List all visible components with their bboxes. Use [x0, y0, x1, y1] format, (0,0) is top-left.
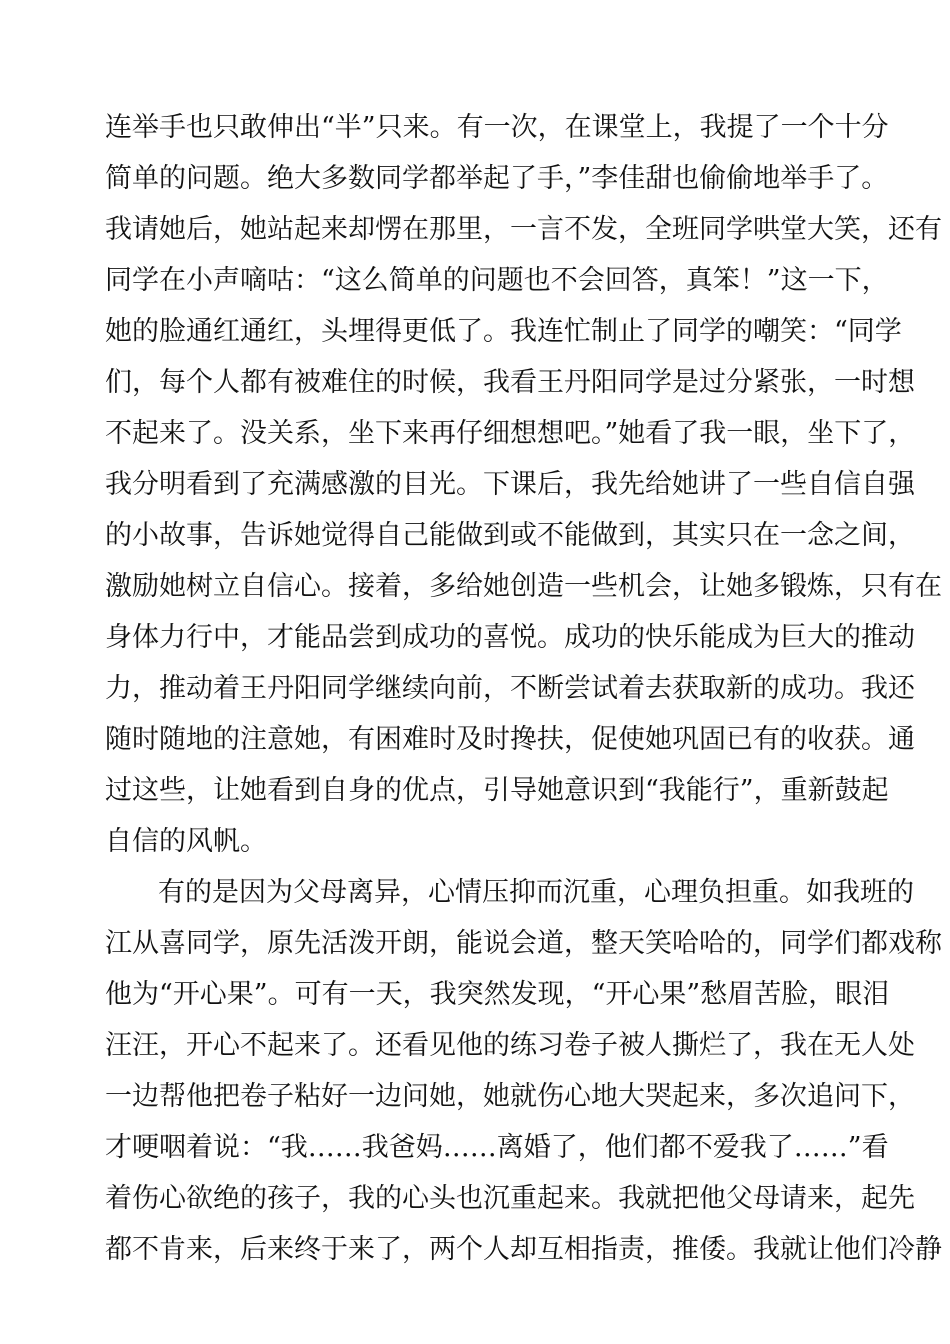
text-line: 她的脸通红通红，头埋得更低了。我连忙制止了同学的嘲笑：“同学	[105, 316, 902, 347]
text-line: 江从喜同学，原先活泼开朗，能说会道，整天笑哈哈的，同学们都戏称	[105, 928, 942, 959]
text-line: 才哽咽着说：“我……我爸妈……离婚了，他们都不爱我了……”看	[105, 1132, 889, 1163]
text-line: 都不肯来，后来终于来了，两个人却互相指责，推倭。我就让他们冷静	[105, 1234, 942, 1265]
text-line: 简单的问题。绝大多数同学都举起了手，”李佳甜也偷偷地举手了。	[105, 163, 889, 194]
text-line: 过这些，让她看到自身的优点，引导她意识到“我能行”，重新鼓起	[105, 775, 889, 806]
text-line: 同学在小声嘀咕：“这么简单的问题也不会回答，真笨！”这一下，	[105, 265, 889, 296]
text-line: 汪汪，开心不起来了。还看见他的练习卷子被人撕烂了，我在无人处	[105, 1030, 915, 1061]
text-line: 我分明看到了充满感激的目光。下课后，我先给她讲了一些自信自强	[105, 469, 915, 500]
text-line: 着伤心欲绝的孩子，我的心头也沉重起来。我就把他父母请来，起先	[105, 1183, 915, 1214]
text-line: 的小故事，告诉她觉得自己能做到或不能做到，其实只在一念之间，	[105, 520, 915, 551]
text-line: 们，每个人都有被难住的时候，我看王丹阳同学是过分紧张，一时想	[105, 367, 915, 398]
text-line: 有的是因为父母离异，心情压抑而沉重，心理负担重。如我班的	[158, 877, 914, 908]
text-line: 随时随地的注意她，有困难时及时搀扶，促使她巩固已有的收获。通	[105, 724, 915, 755]
text-line: 激励她树立自信心。接着，多给她创造一些机会，让她多锻炼，只有在	[105, 571, 942, 602]
text-line: 力，推动着王丹阳同学继续向前，不断尝试着去获取新的成功。我还	[105, 673, 915, 704]
text-line: 一边帮他把卷子粘好一边问她，她就伤心地大哭起来，多次追问下，	[105, 1081, 915, 1112]
text-line: 他为“开心果”。可有一天，我突然发现，“开心果”愁眉苦脸，眼泪	[105, 979, 890, 1010]
text-line: 我请她后，她站起来却愣在那里，一言不发，全班同学哄堂大笑，还有	[105, 214, 942, 245]
text-line: 身体力行中，才能品尝到成功的喜悦。成功的快乐能成为巨大的推动	[105, 622, 915, 653]
text-line: 不起来了。没关系，坐下来再仔细想想吧。”她看了我一眼，坐下了，	[105, 418, 916, 449]
text-line: 自信的风帆。	[105, 826, 267, 857]
text-line: 连举手也只敢伸出“半”只来。有一次，在课堂上，我提了一个十分	[105, 112, 889, 143]
